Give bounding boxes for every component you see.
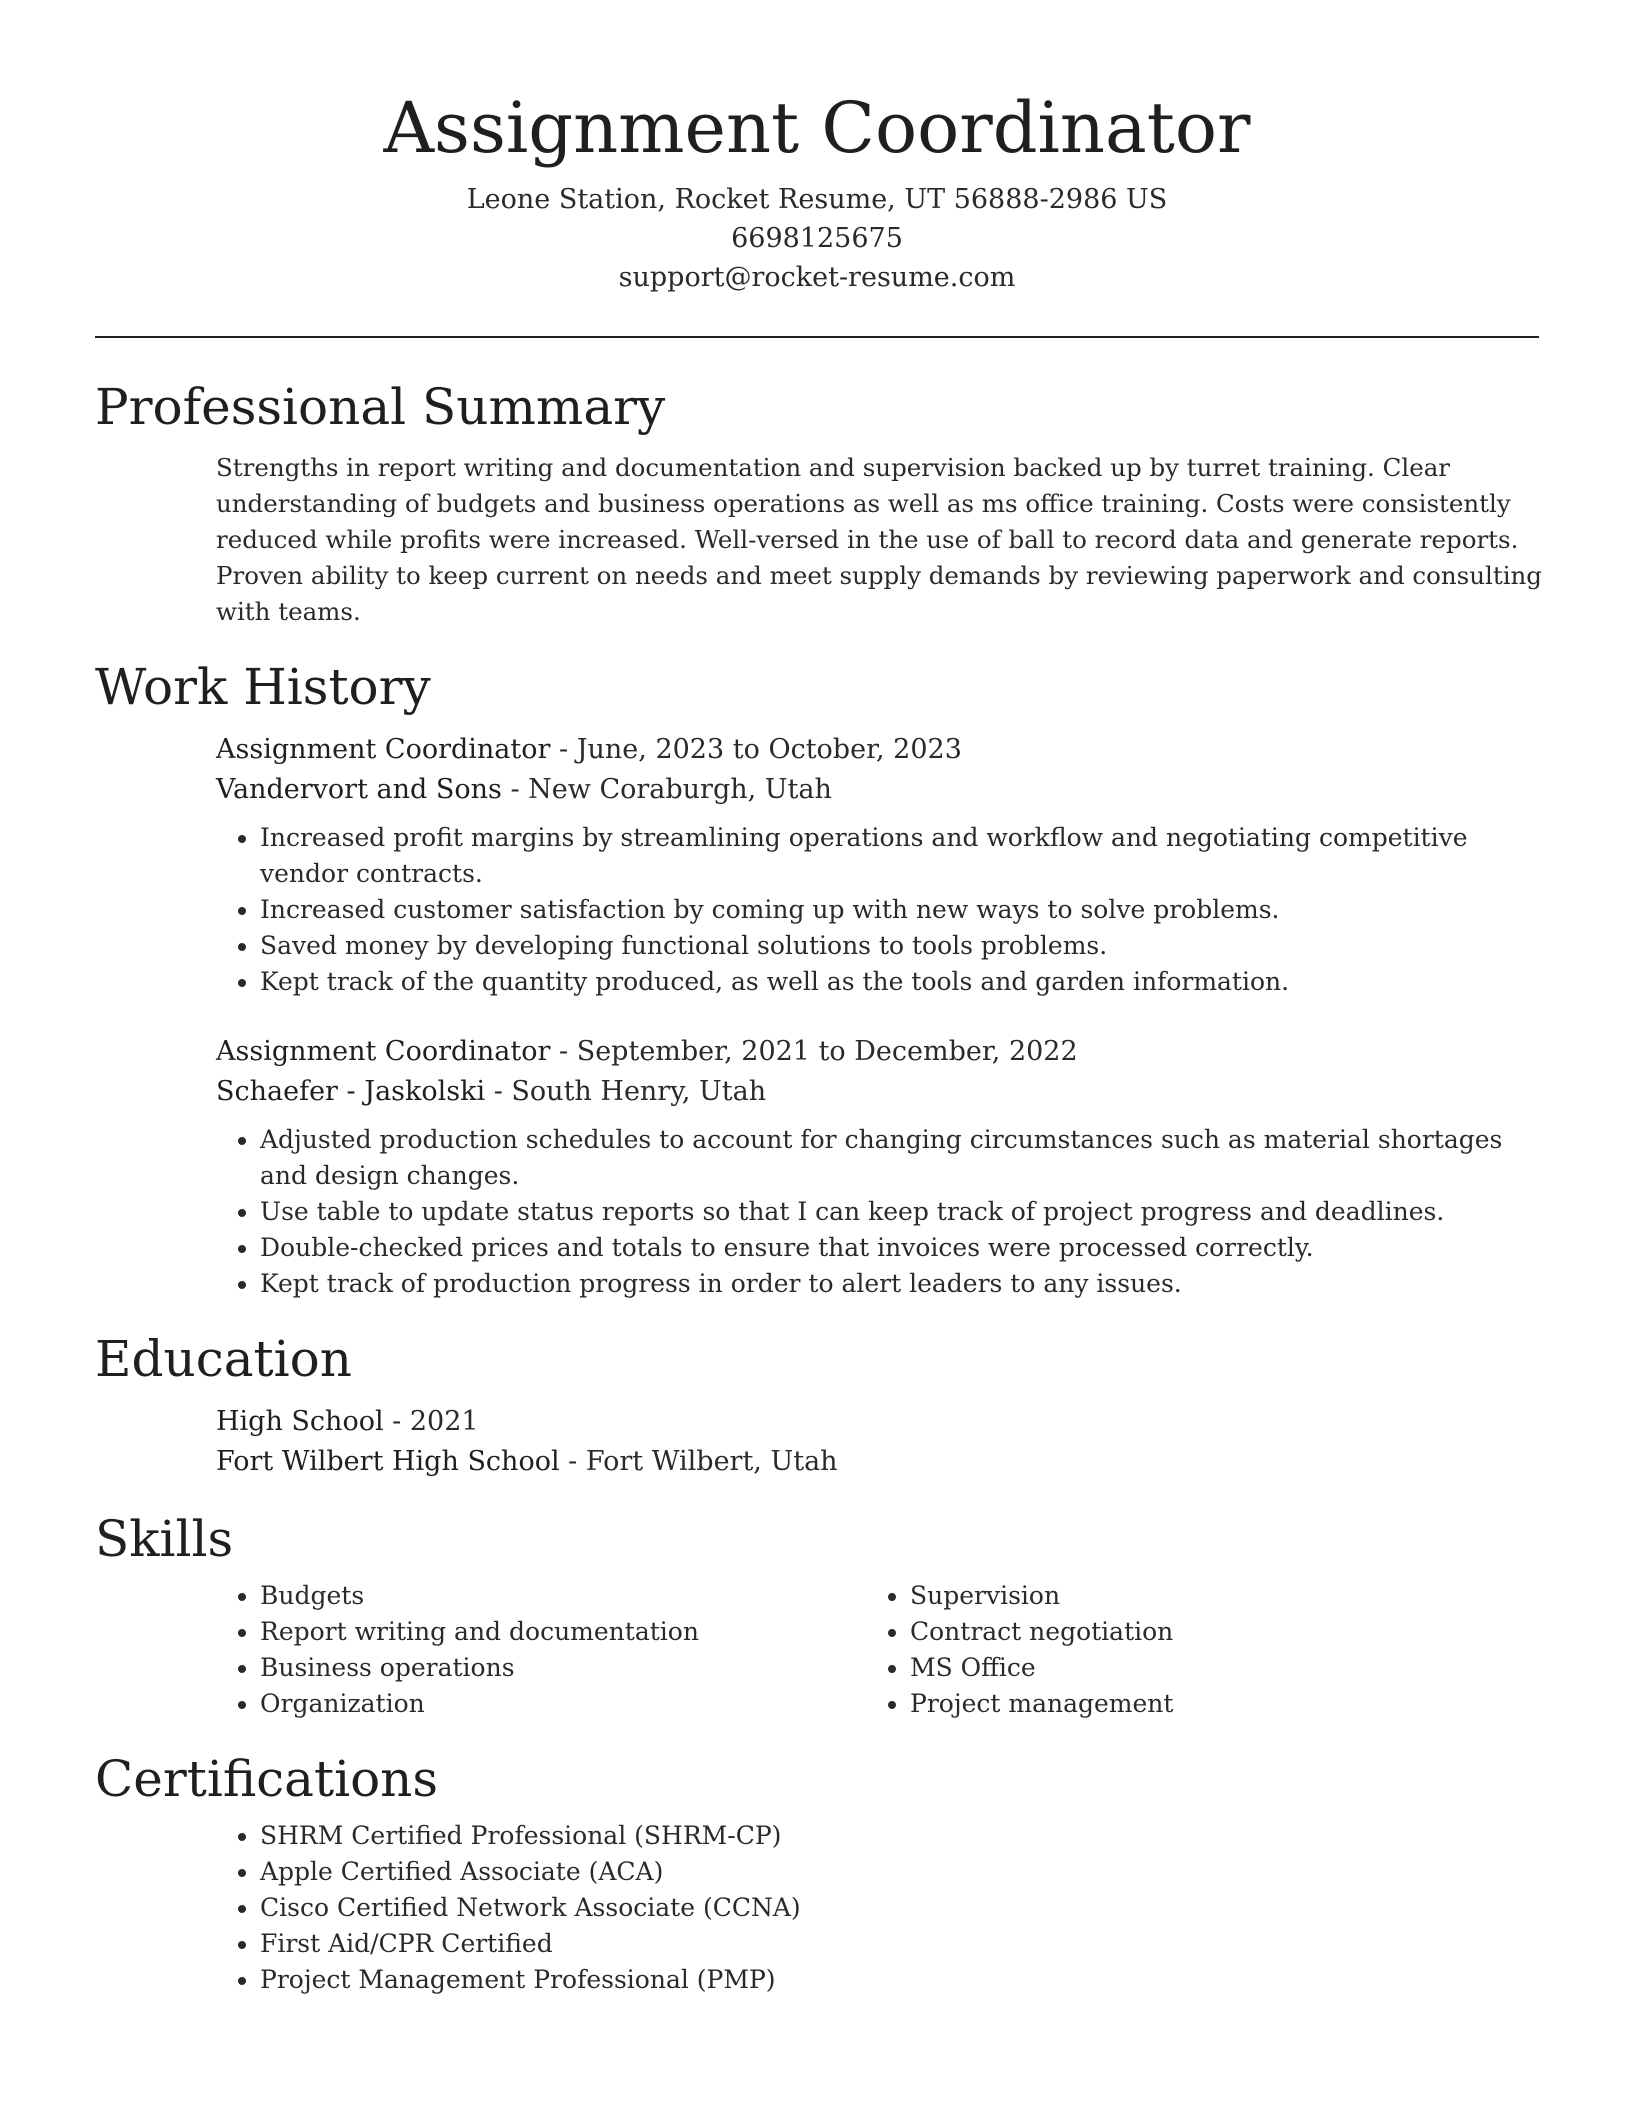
certifications-list xyxy=(216,1818,1539,1998)
work-history-title: Work History xyxy=(95,658,431,716)
list-item: • Adjusted production schedules to account for changing circumstances such as material shortages and design changes. xyxy=(260,1122,1539,1194)
summary-text: Strengths in report writing and documentation and supervision backed up by turret training. Clear understanding of budgets and business operations as well as ms office training. Costs were consistently reduced while profits were increased. Well-versed in the use of ball to record data and generate reports. Proven ability to keep current on needs and meet supply demands by reviewing paperwork and consulting with teams. xyxy=(216,453,1542,626)
job-location: - New Coraburgh, Utah xyxy=(501,774,832,805)
summary-body xyxy=(95,450,1542,630)
list-item: • Saved money by developing functional solutions to tools problems. xyxy=(260,928,1539,964)
work-history-body xyxy=(95,730,1539,1302)
skills-list-left xyxy=(216,1578,866,1722)
job-title-line xyxy=(216,730,1539,770)
work-history-section xyxy=(95,654,1539,1302)
job-company: Schaefer - Jaskolski xyxy=(216,1076,486,1107)
list-item: • Use table to update status reports so that I can keep track of project progress and deadlines. xyxy=(260,1194,1539,1230)
certifications-title: Certifications xyxy=(95,1750,439,1808)
job-title-line xyxy=(216,1032,1539,1072)
list-item: • Organization xyxy=(260,1686,866,1722)
certifications-body xyxy=(95,1818,1539,1998)
job-dates: - September, 2021 to December, 2022 xyxy=(550,1036,1078,1067)
certifications-section xyxy=(95,1746,1539,1998)
education-year: - 2021 xyxy=(383,1406,479,1437)
list-item: • Business operations xyxy=(260,1650,866,1686)
list-item: • Project management xyxy=(910,1686,1516,1722)
list-item: • Contract negotiation xyxy=(910,1614,1516,1650)
candidate-name: Assignment Coordinator xyxy=(383,87,1251,169)
job-location: - South Henry, Utah xyxy=(485,1076,767,1107)
summary-section xyxy=(95,374,1542,630)
skills-title: Skills xyxy=(95,1510,234,1568)
list-item: • Kept track of production progress in order to alert leaders to any issues. xyxy=(260,1266,1539,1302)
job-entry xyxy=(216,1032,1539,1302)
skills-column-right xyxy=(866,1572,1516,1722)
education-body xyxy=(95,1402,1539,1482)
education-school-line xyxy=(216,1442,1539,1482)
education-degree-line xyxy=(216,1402,1539,1442)
contact-info xyxy=(95,180,1539,297)
list-item: • First Aid/CPR Certified xyxy=(260,1926,1539,1962)
skills-body xyxy=(95,1572,1539,1722)
job-company-line xyxy=(216,770,1539,810)
skills-grid xyxy=(216,1572,1546,1722)
address: Leone Station, Rocket Resume, UT 56888-2986 US xyxy=(466,184,1168,215)
job-bullets xyxy=(216,1122,1539,1302)
list-item: • Apple Certified Associate (ACA) xyxy=(260,1854,1539,1890)
skills-section xyxy=(95,1506,1539,1722)
job-company-line xyxy=(216,1072,1539,1112)
job-role: Assignment Coordinator xyxy=(216,1036,551,1067)
job-role: Assignment Coordinator xyxy=(216,734,551,765)
list-item: • Kept track of the quantity produced, as well as the tools and garden information. xyxy=(260,964,1539,1000)
list-item: • Project Management Professional (PMP) xyxy=(260,1962,1539,1998)
summary-title: Professional Summary xyxy=(95,378,666,436)
education-location: - Fort Wilbert, Utah xyxy=(559,1446,838,1477)
list-item: • SHRM Certified Professional (SHRM-CP) xyxy=(260,1818,1539,1854)
list-item: • Report writing and documentation xyxy=(260,1614,866,1650)
list-item: • Increased customer satisfaction by coming up with new ways to solve problems. xyxy=(260,892,1539,928)
education-school: Fort Wilbert High School xyxy=(216,1446,560,1477)
job-dates: - June, 2023 to October, 2023 xyxy=(550,734,962,765)
education-title: Education xyxy=(95,1330,352,1388)
phone: 6698125675 xyxy=(731,223,903,254)
list-item: • Double-checked prices and totals to ensure that invoices were processed correctly. xyxy=(260,1230,1539,1266)
resume-header xyxy=(95,0,1539,297)
list-item: • MS Office xyxy=(910,1650,1516,1686)
email: support@rocket-resume.com xyxy=(618,262,1016,293)
education-degree: High School xyxy=(216,1406,384,1437)
job-entry xyxy=(216,730,1539,1000)
header-divider xyxy=(95,336,1539,338)
education-section xyxy=(95,1326,1539,1482)
list-item: • Increased profit margins by streamlining operations and workflow and negotiating competitive vendor contracts. xyxy=(260,820,1539,892)
resume-page xyxy=(95,0,1542,1998)
skills-column-left xyxy=(216,1572,866,1722)
list-item: • Budgets xyxy=(260,1578,866,1614)
list-item: • Cisco Certified Network Associate (CCNA) xyxy=(260,1890,1539,1926)
list-item: • Supervision xyxy=(910,1578,1516,1614)
job-bullets xyxy=(216,820,1539,1000)
job-company: Vandervort and Sons xyxy=(216,774,502,805)
skills-list-right xyxy=(866,1578,1516,1722)
